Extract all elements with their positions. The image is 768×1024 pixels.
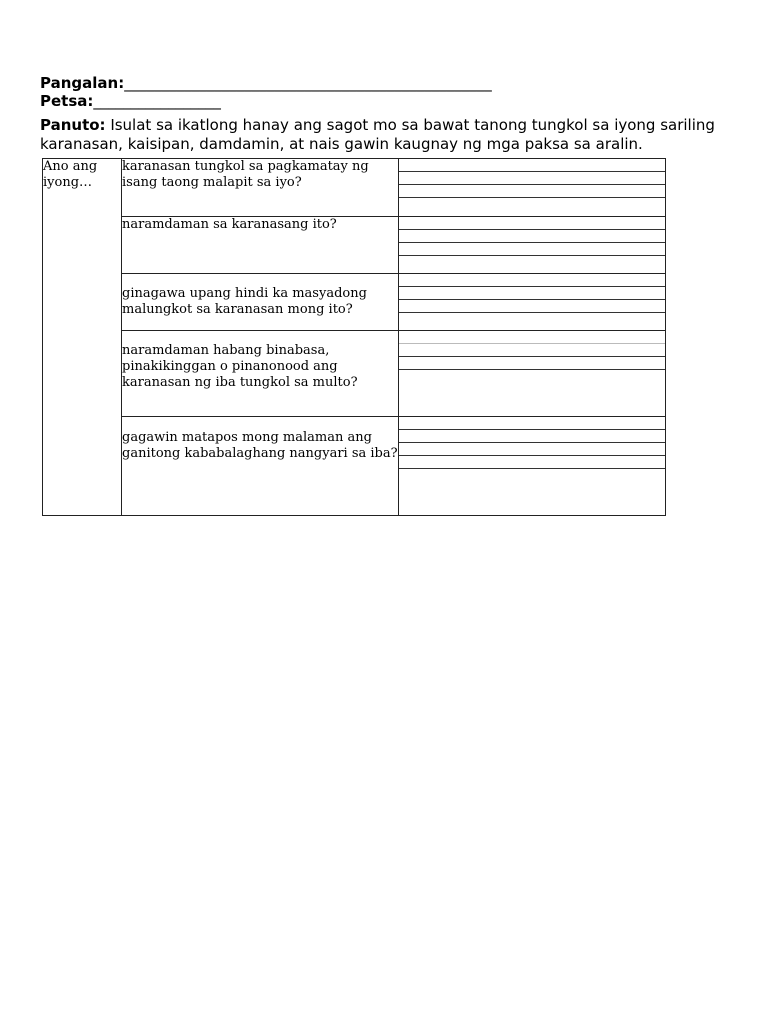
answer-line[interactable] (399, 185, 665, 198)
table-row (43, 159, 666, 217)
question-cell (122, 159, 399, 217)
worksheet-table (42, 158, 666, 516)
table-row (43, 217, 666, 274)
answer-line[interactable] (399, 443, 665, 456)
answer-line[interactable] (399, 172, 665, 185)
table-row (43, 274, 666, 331)
instructions-label: Panuto: (40, 116, 106, 134)
question-cell (122, 417, 399, 516)
answer-line[interactable] (399, 230, 665, 243)
answer-cell[interactable] (399, 331, 666, 417)
side-label-cell (43, 159, 122, 516)
question-text: naramdaman sa karanasang ito? (122, 217, 337, 232)
name-blank[interactable]: _________________________________________________ (124, 74, 492, 92)
answer-line[interactable] (399, 430, 665, 443)
answer-line[interactable] (399, 344, 665, 357)
question-cell (122, 217, 399, 274)
question-text: karanasan tungkol sa pagkamatay ng isang taong malapit sa iyo? (122, 159, 369, 190)
name-label: Pangalan: (40, 74, 125, 92)
answer-line[interactable] (399, 417, 665, 430)
instructions-text: Isulat sa ikatlong hanay ang sagot mo sa bawat tanong tungkol sa iyong sariling karanasan, kaisipan, damdamin, at nais gawin kaugnay ng mga paksa sa aralin. (40, 116, 715, 153)
answer-cell[interactable] (399, 274, 666, 331)
answer-line[interactable] (399, 300, 665, 313)
answer-cell[interactable] (399, 217, 666, 274)
answer-line[interactable] (399, 243, 665, 256)
question-text: ginagawa upang hindi ka masyadong malungkot sa karanasan mong ito? (122, 286, 367, 317)
answer-line[interactable] (399, 159, 665, 172)
table-row (43, 331, 666, 417)
table-row (43, 417, 666, 516)
date-blank[interactable]: _________________ (93, 92, 221, 110)
answer-line[interactable] (399, 274, 665, 287)
side-label: Ano ang iyong… (43, 159, 98, 190)
name-field[interactable] (40, 74, 492, 92)
answer-line[interactable] (399, 331, 665, 344)
question-cell (122, 331, 399, 417)
date-field[interactable] (40, 92, 221, 110)
question-text: naramdaman habang binabasa, pinakikinggan o pinanonood ang karanasan ng iba tungkol sa multo? (122, 343, 358, 390)
answer-cell[interactable] (399, 417, 666, 516)
answer-line[interactable] (399, 456, 665, 469)
answer-line[interactable] (399, 357, 665, 370)
answer-line[interactable] (399, 217, 665, 230)
question-cell (122, 274, 399, 331)
question-text: gagawin matapos mong malaman ang ganitong kababalaghang nangyari sa iba? (122, 430, 398, 461)
answer-cell[interactable] (399, 159, 666, 217)
answer-line[interactable] (399, 287, 665, 300)
instructions (40, 116, 740, 154)
date-label: Petsa: (40, 92, 94, 110)
